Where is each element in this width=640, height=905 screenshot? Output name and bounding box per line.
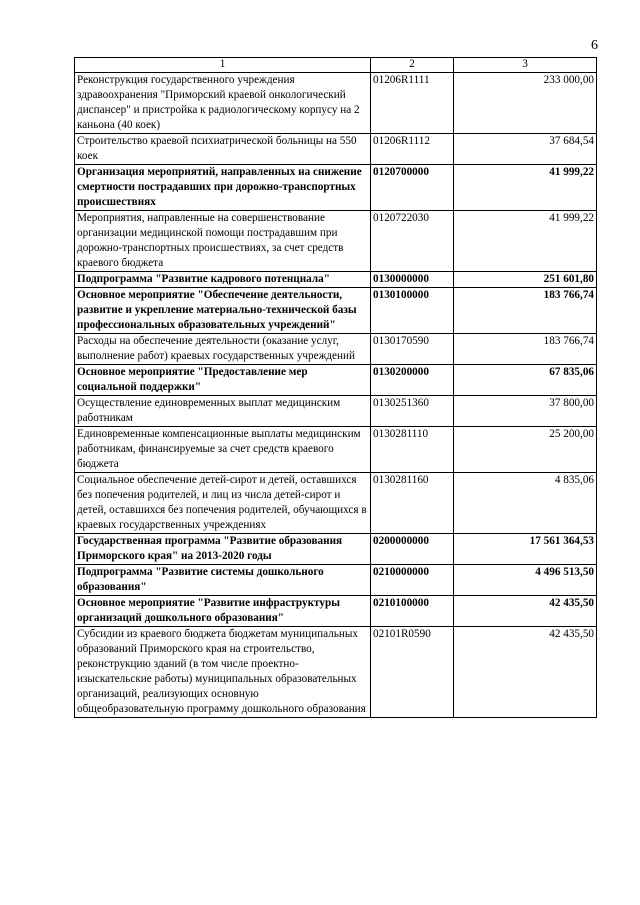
row-amount-cell: 183 766,74 [454, 288, 597, 334]
table-row [75, 334, 597, 365]
budget-table [74, 57, 597, 718]
row-name-cell: Осуществление единовременных выплат медицинским работникам [75, 396, 371, 427]
column-header-name: 1 [75, 58, 371, 73]
row-name-cell: Подпрограмма "Развитие кадрового потенциала" [75, 272, 371, 288]
row-name-cell: Социальное обеспечение детей-сирот и детей, оставшихся без попечения родителей, и лиц из числа детей-сирот и детей, оставшихся без попечения родителей, обучающихся в краевых государственных учреждениях [75, 473, 371, 534]
row-code-cell: 0210100000 [371, 596, 454, 627]
table-row [75, 73, 597, 134]
table-row [75, 365, 597, 396]
table-row [75, 565, 597, 596]
row-amount-cell: 183 766,74 [454, 334, 597, 365]
row-name-cell: Расходы на обеспечение деятельности (оказание услуг, выполнение работ) краевых государственных учреждений [75, 334, 371, 365]
row-name-cell: Мероприятия, направленные на совершенствование организации медицинской помощи пострадавшим при дорожно-транспортных происшествиях, за счет средств краевого бюджета [75, 211, 371, 272]
row-amount-cell: 42 435,50 [454, 627, 597, 718]
row-name-cell: Подпрограмма "Развитие системы дошкольного образования" [75, 565, 371, 596]
row-code-cell: 0130281160 [371, 473, 454, 534]
row-name-cell: Государственная программа "Развитие образования Приморского края" на 2013-2020 годы [75, 534, 371, 565]
row-amount-cell: 233 000,00 [454, 73, 597, 134]
row-name-cell: Основное мероприятие "Предоставление мер социальной поддержки" [75, 365, 371, 396]
row-amount-cell: 251 601,80 [454, 272, 597, 288]
row-code-cell: 0120700000 [371, 165, 454, 211]
table-row [75, 427, 597, 473]
table-row [75, 165, 597, 211]
row-name-cell: Основное мероприятие "Обеспечение деятельности, развитие и укрепление материально-технической базы профессиональных образовательных учреждений" [75, 288, 371, 334]
row-code-cell: 0130281110 [371, 427, 454, 473]
row-name-cell: Единовременные компенсационные выплаты медицинским работникам, финансируемые за счет средств краевого бюджета [75, 427, 371, 473]
row-code-cell: 01206R1111 [371, 73, 454, 134]
row-name-cell: Организация мероприятий, направленных на снижение смертности пострадавших при дорожно-транспортных происшествиях [75, 165, 371, 211]
row-name-cell: Основное мероприятие "Развитие инфраструктуры организаций дошкольного образования" [75, 596, 371, 627]
row-amount-cell: 42 435,50 [454, 596, 597, 627]
column-header-code: 2 [371, 58, 454, 73]
row-code-cell: 02101R0590 [371, 627, 454, 718]
row-code-cell: 0120722030 [371, 211, 454, 272]
row-code-cell: 0130100000 [371, 288, 454, 334]
row-amount-cell: 4 835,06 [454, 473, 597, 534]
row-code-cell: 0130170590 [371, 334, 454, 365]
table-row [75, 211, 597, 272]
row-amount-cell: 67 835,06 [454, 365, 597, 396]
table-row [75, 134, 597, 165]
row-amount-cell: 41 999,22 [454, 165, 597, 211]
row-code-cell: 0130200000 [371, 365, 454, 396]
table-row [75, 288, 597, 334]
row-code-cell: 01206R1112 [371, 134, 454, 165]
row-code-cell: 0130251360 [371, 396, 454, 427]
row-name-cell: Субсидии из краевого бюджета бюджетам муниципальных образований Приморского края на строительство, реконструкцию зданий (в том числе проектно-изыскательские работы) муниципальных образовательных организаций, реализующих основную общеобразовательную программу дошкольного образования [75, 627, 371, 718]
row-name-cell: Реконструкция государственного учреждения здравоохранения "Приморский краевой онкологический диспансер" и пристройка к радиологическому корпусу на 2 каньона (40 коек) [75, 73, 371, 134]
table-row [75, 396, 597, 427]
row-amount-cell: 17 561 364,53 [454, 534, 597, 565]
row-code-cell: 0200000000 [371, 534, 454, 565]
table-row [75, 272, 597, 288]
column-header-amount: 3 [454, 58, 597, 73]
table-header-row [75, 58, 597, 73]
row-code-cell: 0130000000 [371, 272, 454, 288]
row-amount-cell: 37 684,54 [454, 134, 597, 165]
row-amount-cell: 37 800,00 [454, 396, 597, 427]
row-amount-cell: 25 200,00 [454, 427, 597, 473]
row-amount-cell: 41 999,22 [454, 211, 597, 272]
row-code-cell: 0210000000 [371, 565, 454, 596]
table-row [75, 534, 597, 565]
table-row [75, 473, 597, 534]
table-row [75, 596, 597, 627]
page-number: 6 [591, 38, 598, 53]
row-name-cell: Строительство краевой психиатрической больницы на 550 коек [75, 134, 371, 165]
row-amount-cell: 4 496 513,50 [454, 565, 597, 596]
table-row [75, 627, 597, 718]
